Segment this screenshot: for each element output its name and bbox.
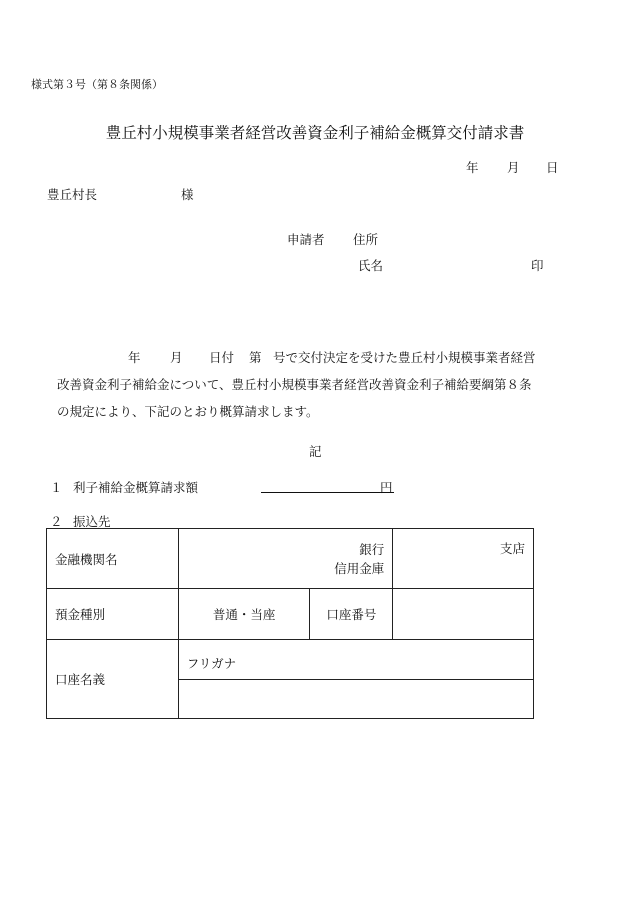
branch-cell[interactable] [393,529,534,589]
item1-label: 利子補給金概算請求額 [73,480,199,495]
ki-heading: 記 [309,444,322,459]
item2-label: 振込先 [73,514,111,529]
date-day-label: 日 [546,160,559,175]
body-month: 月 [170,350,183,365]
addressee-honorific: 様 [181,187,194,202]
account-number-label-cell [310,589,393,639]
body-day: 日付 [209,350,235,365]
deposit-type-cell[interactable] [178,589,310,639]
item1-number: １ [50,480,63,495]
account-name-label: 口座名義 [55,671,106,687]
body-year: 年 [128,350,141,365]
body-no: 第 [249,350,262,365]
body-line2: 改善資金利子補給金について、豊丘村小規模事業者経営改善資金利子補給要綱第８条 [57,377,532,392]
institution-label-cell [47,529,179,589]
body-line1-rest: 号で交付決定を受けた豊丘村小規模事業者経営 [273,350,536,365]
date-month-label: 月 [507,160,520,175]
item2-number: ２ [50,514,63,529]
institution-name-cell[interactable] [178,529,393,589]
institution-label: 金融機関名 [55,551,118,567]
amount-field-line[interactable] [261,492,394,493]
document-title: 豊丘村小規模事業者経営改善資金利子補給金概算交付請求書 [105,124,525,142]
applicant-name-label: 氏名 [358,258,384,273]
applicant-address-label: 住所 [353,232,379,247]
amount-unit: 円 [380,480,393,495]
furigana-label: フリガナ [186,655,237,671]
credit-union-label: 信用金庫 [334,560,385,576]
form-number: 様式第３号（第８条関係） [31,78,163,91]
addressee-name: 豊丘村長 [47,187,98,202]
account-name-label-cell [47,639,179,718]
account-name-cell[interactable] [178,679,533,718]
deposit-type-label-cell [47,589,179,639]
account-number-label: 口座番号 [326,606,377,622]
branch-label: 支店 [499,541,525,556]
applicant-label: 申請者 [287,232,325,247]
bank-account-table [46,528,534,719]
body-line3: の規定により、下記のとおり概算請求します。 [57,404,319,419]
seal-mark: 印 [531,258,544,273]
bank-label: 銀行 [359,541,385,557]
deposit-type-options: 普通・当座 [212,606,276,622]
date-year-label: 年 [466,160,479,175]
furigana-cell[interactable] [178,639,533,679]
deposit-type-label: 預金種別 [55,606,106,622]
account-number-cell[interactable] [393,589,534,639]
